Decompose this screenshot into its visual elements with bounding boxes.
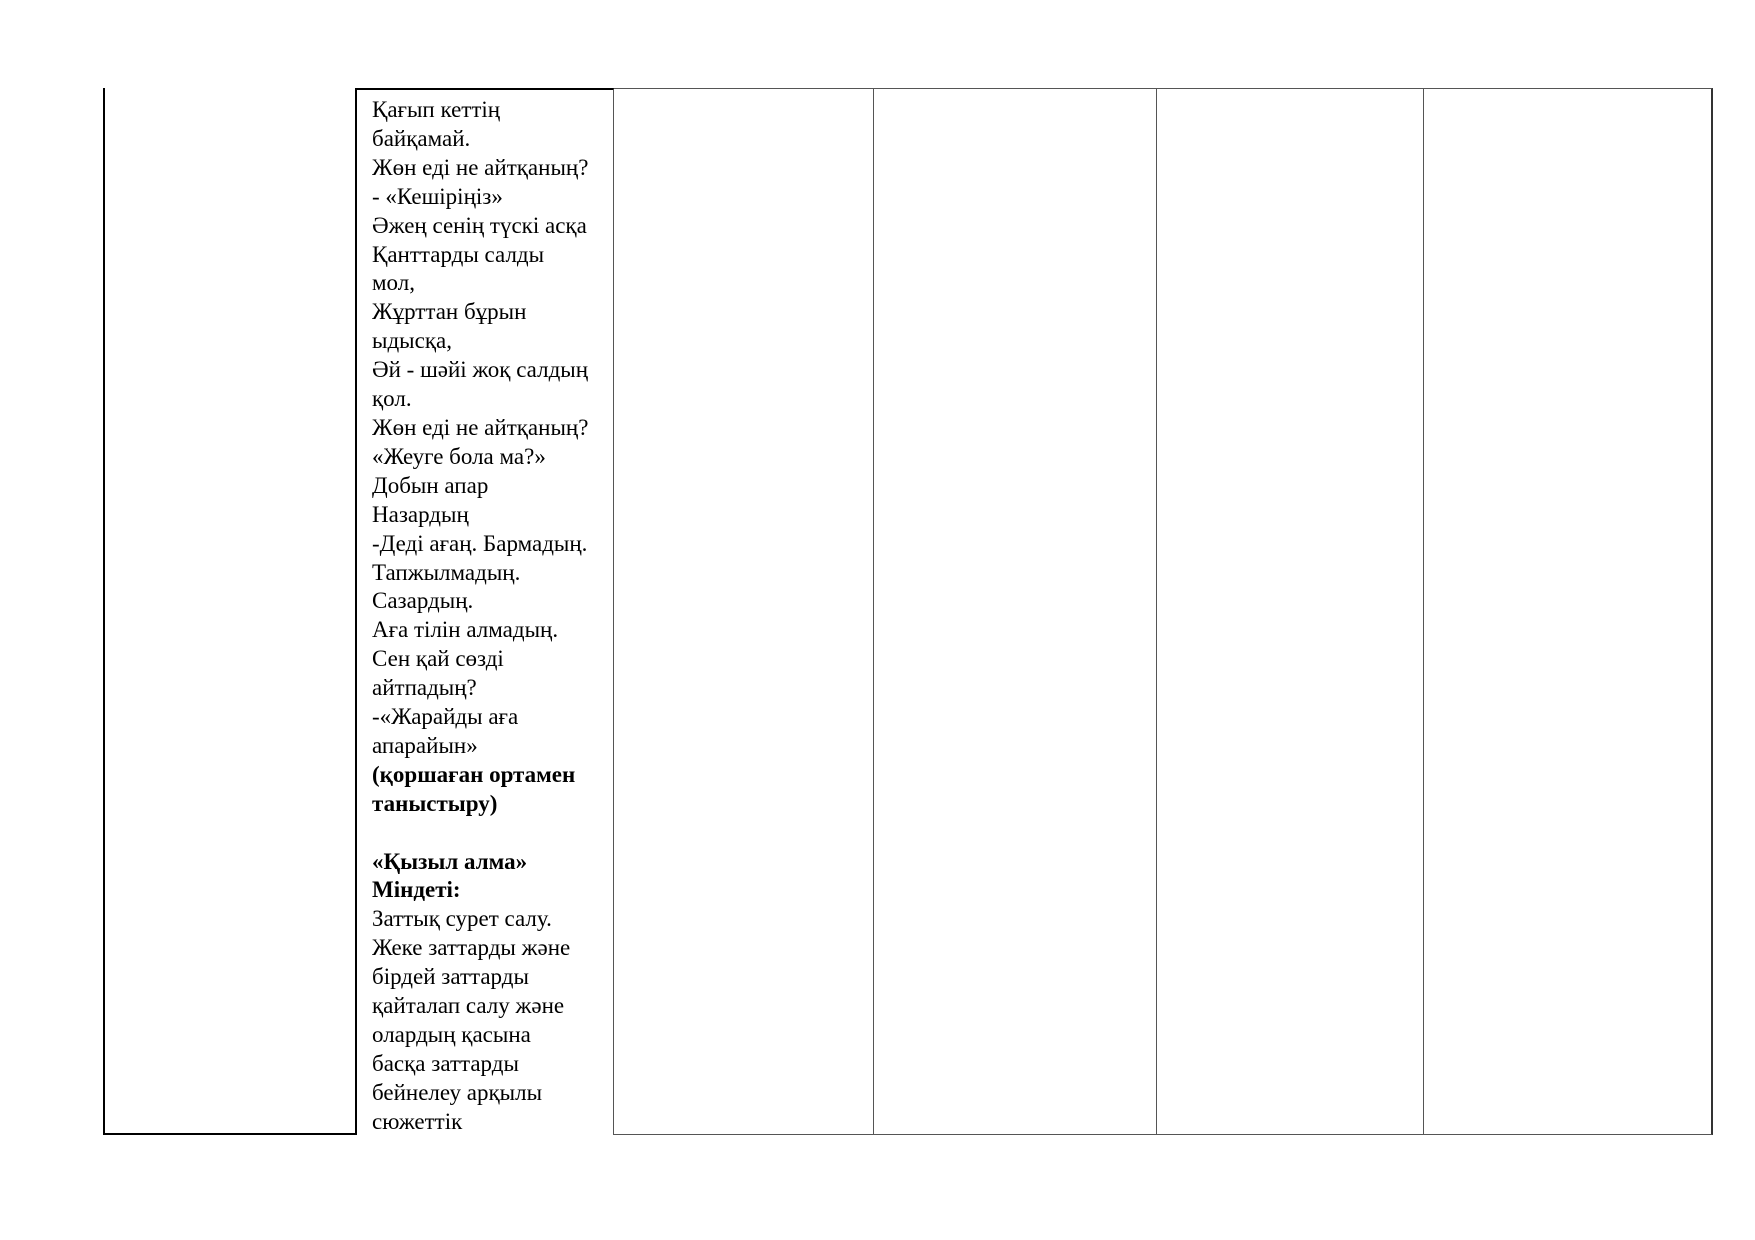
text-line: бейнелеу арқылы	[372, 1079, 543, 1105]
table-column-empty-4	[1424, 88, 1713, 1135]
text-line: таныстыру)	[372, 790, 498, 816]
text-line: апарайын»	[372, 732, 478, 758]
text-line: Сазардың.	[372, 588, 474, 614]
text-line: Заттық сурет салу.	[372, 906, 552, 932]
text-line: «Жеуге бола ма?»	[372, 443, 546, 469]
text-line: Тапжылмадың.	[372, 559, 521, 585]
text-line: (қоршаған ортамен	[372, 761, 576, 787]
text-line: басқа заттарды	[372, 1050, 519, 1076]
table-column-left-empty	[103, 88, 357, 1135]
text-line: Жөн еді не айтқаның?	[372, 154, 589, 180]
text-line: Міндеті:	[372, 877, 461, 903]
text-line: Жеке заттарды және	[372, 935, 571, 961]
text-line: -«Жарайды аға	[372, 704, 519, 730]
text-line: Добын апар	[372, 472, 489, 498]
text-line: -Деді ағаң. Бармадың.	[372, 530, 588, 556]
text-line: олардың қасына	[372, 1021, 531, 1047]
text-line: қайталап салу және	[372, 993, 565, 1019]
text-line: Қағып кеттің	[372, 97, 501, 122]
text-line: байқамай.	[372, 125, 471, 151]
text-line: мол,	[372, 270, 415, 296]
text-line: - «Кешіріңіз»	[372, 183, 503, 209]
text-line: Жөн еді не айтқаның?	[372, 414, 589, 440]
text-line: қол.	[372, 386, 412, 412]
table-column-empty-3	[1157, 88, 1424, 1135]
text-line: Әжең сенің түскі асқа	[372, 212, 587, 238]
text-line: Әй - шәйі жоқ салдың	[372, 357, 589, 383]
text-line: «Қызыл алма»	[372, 848, 528, 874]
text-line: Жұрттан бұрын	[372, 299, 527, 325]
text-line: бірдей заттарды	[372, 964, 529, 990]
table-column-empty-1	[614, 88, 874, 1135]
table-cell-activity-text	[356, 88, 614, 1135]
text-line: Қанттарды салды	[372, 241, 545, 267]
text-line: Назардың	[372, 501, 469, 527]
text-line	[372, 819, 613, 848]
table-column-empty-2	[874, 88, 1157, 1135]
text-line: сюжеттік	[372, 1108, 463, 1134]
text-line: Сен қай сөзді	[372, 646, 504, 672]
text-line: Аға тілін алмадың.	[372, 617, 559, 643]
text-line: айтпадың?	[372, 675, 477, 701]
text-line: ыдысқа,	[372, 328, 452, 354]
